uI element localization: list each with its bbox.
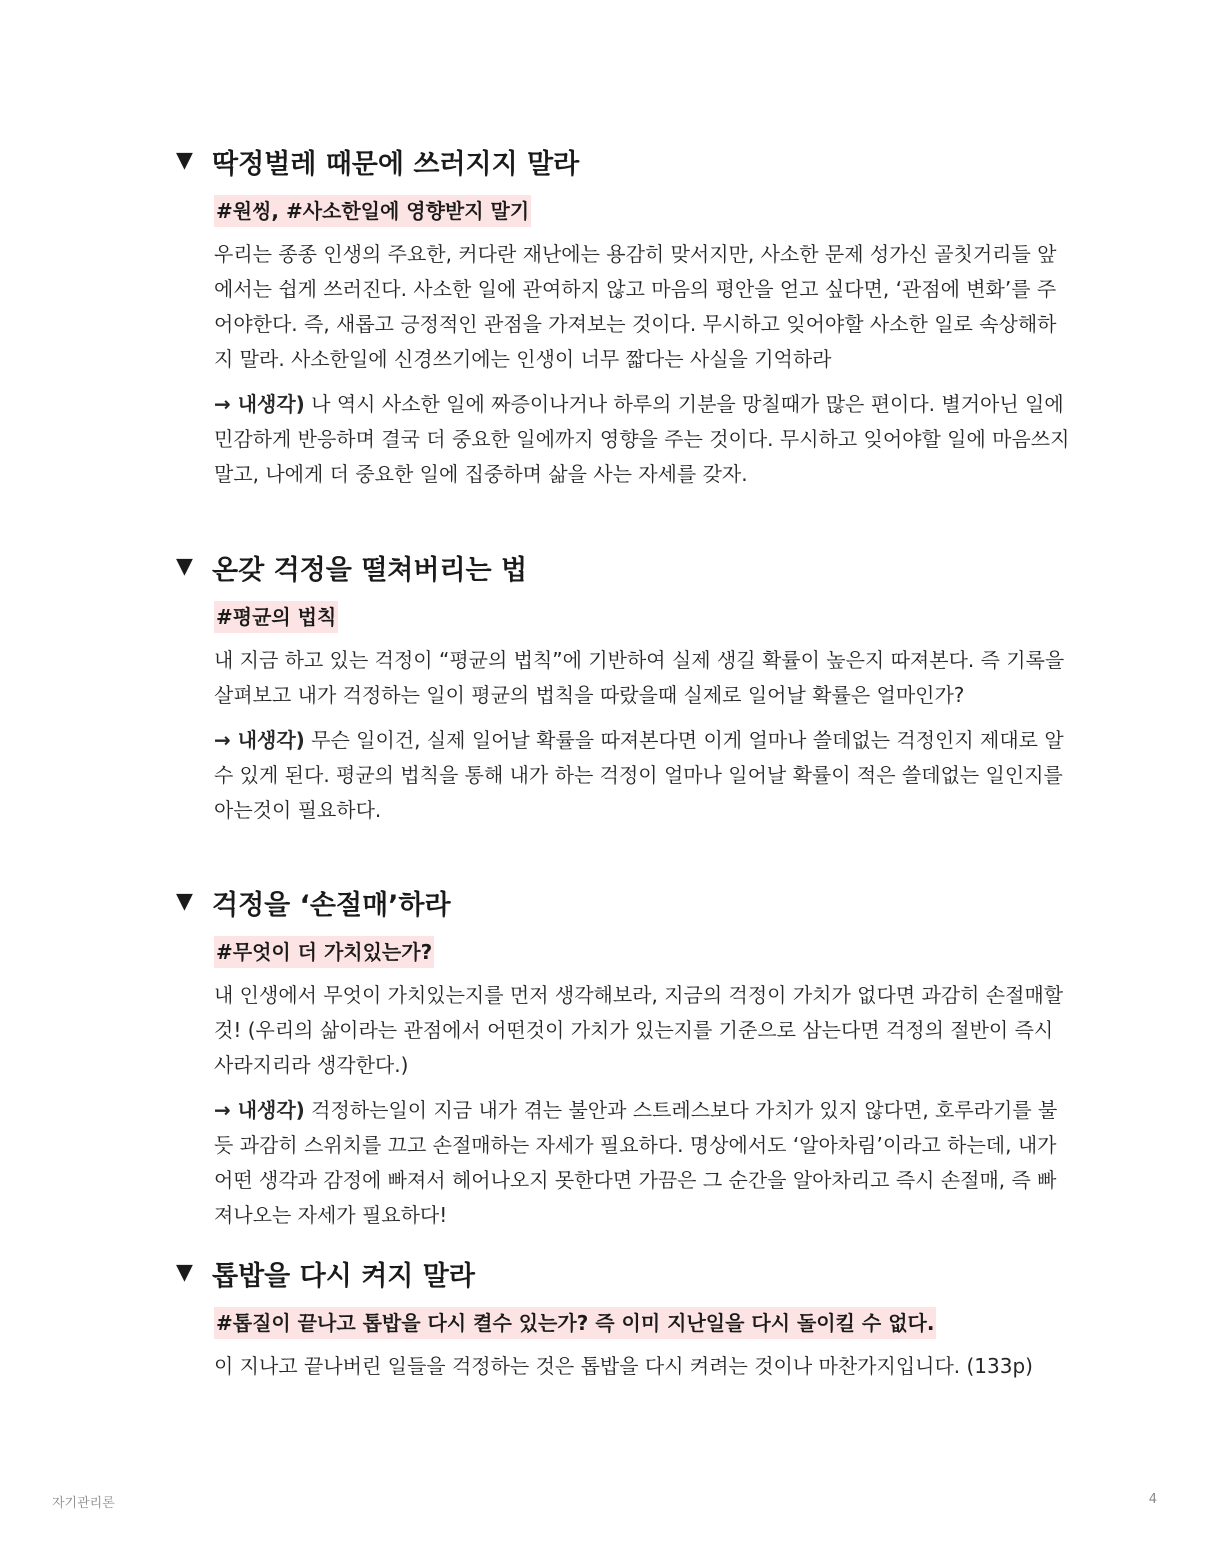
section-title: 딱정벌레 때문에 쓰러지지 말라: [212, 148, 580, 180]
section-title: 톱밥을 다시 켜지 말라: [212, 1260, 475, 1292]
my-thought-text: 무슨 일이건, 실제 일어날 확률을 따져본다면 이게 얼마나 쓸데없는 걱정인지 제대로 알 수 있게 된다. 평균의 법칙을 통해 내가 하는 걱정이 얼마나 일어날 확률이 적은 쓸데없는 일인지를 아는것이 필요하다.: [214, 728, 1064, 822]
section-body: [214, 1293, 1070, 1384]
highlight-tag: #무엇이 더 가치있는가?: [214, 936, 434, 968]
highlight-tag: #원씽, #사소한일에 영향받지 말기: [214, 195, 531, 227]
section-body: [214, 587, 1070, 828]
my-thought-text: 나 역시 사소한 일에 짜증이나거나 하루의 기분을 망칠때가 많은 편이다. 별거아닌 일에 민감하게 반응하며 결국 더 중요한 일에까지 영향을 주는 것이다. 무시하고 잊어야할 일에 마음쓰지 말고, 나에게 더 중요한 일에 집중하며 삶을 사는 자세를 갖자.: [214, 392, 1070, 486]
my-thought-label: → 내생각): [214, 1098, 305, 1122]
summary-paragraph: 내 인생에서 무엇이 가치있는지를 먼저 생각해보라, 지금의 걱정이 가치가 없다면 과감히 손절매할 것! (우리의 삶이라는 관점에서 어떤것이 가치가 있는지를 기준으로 삼는다면 걱정의 절반이 즉시 사라지리라 생각한다.): [214, 983, 1064, 1077]
section-heading[interactable]: [176, 141, 1076, 181]
highlight-tag: #톱질이 끝나고 톱밥을 다시 켤수 있는가? 즉 이미 지난일을 다시 돌이킬 수 없다.: [214, 1307, 936, 1339]
my-thought-label: → 내생각): [214, 728, 305, 752]
summary-paragraph: 내 지금 하고 있는 걱정이 “평균의 법칙”에 기반하여 실제 생길 확률이 높은지 따져본다. 즉 기록을 살펴보고 내가 걱정하는 일이 평균의 법칙을 따랐을때 실제로 일어날 확률은 얼마인가?: [214, 648, 1065, 707]
my-thought-paragraph: [214, 387, 1070, 492]
toggle-section-1: [176, 141, 1076, 492]
toggle-triangle-icon[interactable]: ▼: [176, 148, 193, 173]
section-title: 걱정을 ‘손절매’하라: [212, 889, 451, 921]
toggle-triangle-icon[interactable]: ▼: [176, 889, 193, 914]
section-title: 온갖 걱정을 떨쳐버리는 법: [212, 554, 528, 586]
my-thought-paragraph: [214, 723, 1070, 828]
toggle-section-3: [176, 882, 1076, 1233]
toggle-triangle-icon[interactable]: ▼: [176, 1260, 193, 1285]
section-heading[interactable]: [176, 547, 1076, 587]
toggle-section-2: [176, 547, 1076, 828]
section-body: [214, 181, 1070, 492]
section-body: [214, 922, 1070, 1233]
footer-document-title: 자기관리론: [52, 1496, 115, 1511]
footer-page-number: 4: [1148, 1492, 1157, 1507]
highlight-tag: #평균의 법칙: [214, 601, 338, 633]
summary-paragraph: 이 지나고 끝나버린 일들을 걱정하는 것은 톱밥을 다시 켜려는 것이나 마찬가지입니다. (133p): [214, 1354, 1033, 1378]
section-heading[interactable]: [176, 1253, 1076, 1293]
summary-paragraph: 우리는 종종 인생의 주요한, 커다란 재난에는 용감히 맞서지만, 사소한 문제 성가신 골칫거리들 앞에서는 쉽게 쓰러진다. 사소한 일에 관여하지 않고 마음의 평안을 얻고 싶다면, ‘관점에 변화’를 주어야한다. 즉, 새롭고 긍정적인 관점을 가져보는 것이다. 무시하고 잊어야할 사소한 일로 속상해하지 말라. 사소한일에 신경쓰기에는 인생이 너무 짧다는 사실을 기억하라: [214, 242, 1057, 371]
section-heading[interactable]: [176, 882, 1076, 922]
my-thought-label: → 내생각): [214, 392, 305, 416]
toggle-section-4: [176, 1253, 1076, 1384]
toggle-triangle-icon[interactable]: ▼: [176, 554, 193, 579]
my-thought-paragraph: [214, 1093, 1070, 1233]
my-thought-text: 걱정하는일이 지금 내가 겪는 불안과 스트레스보다 가치가 있지 않다면, 호루라기를 불듯 과감히 스위치를 끄고 손절매하는 자세가 필요하다. 명상에서도 ‘알아차림’이라고 하는데, 내가 어떤 생각과 감정에 빠져서 헤어나오지 못한다면 가끔은 그 순간을 알아차리고 즉시 손절매, 즉 빠져나오는 자세가 필요하다!: [214, 1098, 1058, 1227]
